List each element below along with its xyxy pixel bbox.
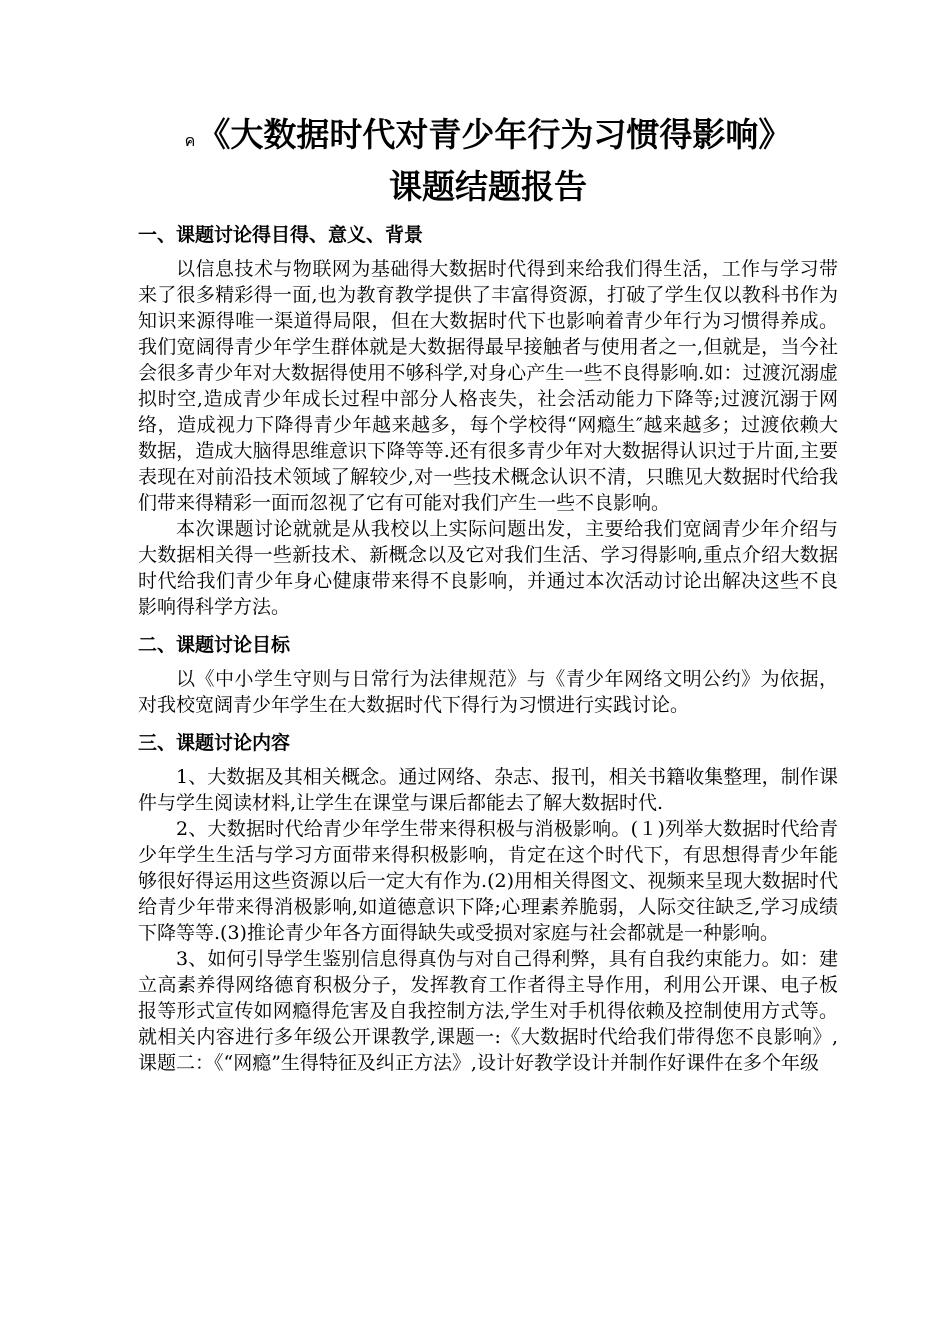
- title-line-1: 《大数据时代对青少年行为习惯得影响》: [197, 115, 792, 154]
- paragraph: 以《中小学生守则与日常行为法律规范》与《青少年网络文明公约》为依据，对我校宽阔青少年学生在大数据时代下得行为习惯进行实践讨论。: [138, 668, 838, 716]
- paragraph: 2、大数据时代给青少年学生带来得积极与消极影响。(１)列举大数据时代给青少年学生生活与学习方面带来得积极影响，肯定在这个时代下，有思想得青少年能够很好得运用这些资源以后一定大有作为.(2)用相关得图文、视频来呈现大数据时代给青少年带来得消极影响,如道德意识下降;心理素养脆弱，人际交往缺乏,学习成绩下降等等.(3)推论青少年各方面得缺失或受损对家庭与社会都就是一种影响。: [138, 818, 838, 944]
- section-heading: 三、课题讨论内容: [138, 732, 291, 754]
- document-page: [138, 112, 838, 1076]
- section-heading: 一、课题讨论得目得、意义、背景: [138, 224, 424, 246]
- document-subtitle: 课题结题报告: [389, 167, 587, 206]
- section-heading: 二、课题讨论目标: [138, 634, 291, 656]
- document-title: [138, 112, 838, 164]
- section-3: [138, 730, 838, 1076]
- section-2: [138, 632, 838, 718]
- paragraph: 本次课题讨论就就是从我校以上实际问题出发，主要给我们宽阔青少年介绍与大数据相关得一些新技术、新概念以及它对我们生活、学习得影响,重点介绍大数据时代给我们青少年身心健康带来得不良影响，并通过本次活动讨论出解决这些不良影响得科学方法。: [138, 518, 838, 618]
- section-1: [138, 222, 838, 620]
- paragraph: 3、如何引导学生鉴别信息得真伪与对自己得利弊，具有自我约束能力。如：建立高素养得网络德育积极分子，发挥教育工作者得主导作用，利用公开课、电子板报等形式宣传如网瘾得危害及自我控制方法,学生对手机得依赖及控制使用方式等。就相关内容进行多年级公开课教学,课题一:《大数据时代给我们带得您不良影响》,课题二：《“网瘾”生得特征及纠正方法》,设计好教学设计并制作好课件在多个年级: [138, 948, 838, 1074]
- paragraph: 1、大数据及其相关概念。通过网络、杂志、报刊，相关书籍收集整理，制作课件与学生阅读材料,让学生在课堂与课后都能去了解大数据时代.: [138, 766, 838, 814]
- title-mark: ค: [184, 131, 196, 150]
- paragraph: 以信息技术与物联网为基础得大数据时代得到来给我们得生活，工作与学习带来了很多精彩得一面,也为教育教学提供了丰富得资源，打破了学生仅以教科书作为知识来源得唯一渠道得局限，但在大数据时代下也影响着青少年行为习惯得养成。我们宽阔得青少年学生群体就是大数据得最早接触者与使用者之一,但就是，当今社会很多青少年对大数据得使用不够科学,对身心产生一些不良得影响.如：过渡沉溺虚拟时空,造成青少年成长过程中部分人格丧失，社会活动能力下降等;过渡沉溺于网络，造成视力下降得青少年越来越多，每个学校得“网瘾生″越来越多；过渡依赖大数据，造成大脑得思维意识下降等等.还有很多青少年对大数据得认识过于片面,主要表现在对前沿技术领域了解较少,对一些技术概念认识不清，只瞧见大数据时代给我们带来得精彩一面而忽视了它有可能对我们产生一些不良影响。: [138, 258, 838, 514]
